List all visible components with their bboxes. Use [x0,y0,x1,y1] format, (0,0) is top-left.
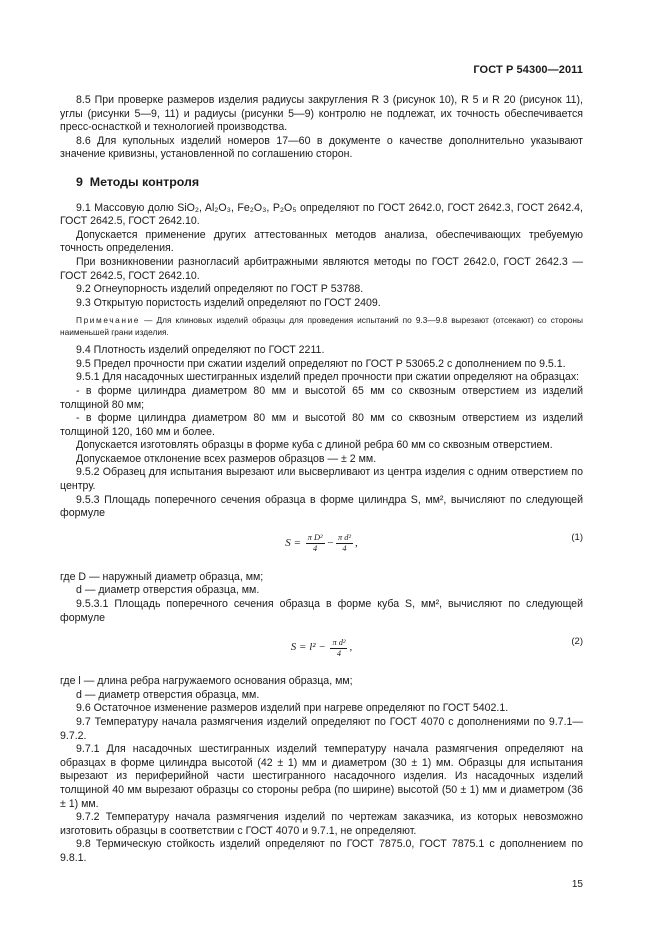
formula-1-num-inner: π d² [337,533,351,543]
paragraph-9-1-alt-methods: Допускается применение других аттестованных методов анализа, обеспечивающих требуемую точность определения. [60,228,583,255]
paragraph-9-2: 9.2 Огнеупорность изделий определяют по ГОСТ Р 53788. [76,283,364,296]
page-body [60,94,583,866]
paragraph-9-7-2: 9.7.2 Температуру начала размягчения изделий по чертежам заказчика, из которых невозможно изготовить образцы в соответствии с ГОСТ 4070 и 9.7.1, не определяют. [60,811,583,837]
formula-1-fraction-outer [306,533,325,554]
formula-1-fraction-inner [336,533,353,554]
paragraph-8-6: 8.6 Для купольных изделий номеров 17—60 в документе о качестве дополнительно указывают значение кривизны, установленной по соглашению сторон. [60,134,583,161]
paragraph-9-5-2: 9.5.2 Образец для испытания вырезают или высверливают из центра изделия с одним отверстием по центру. [60,466,583,493]
section-title: Методы контроля [89,174,200,189]
formula-2-tail: , [349,641,353,654]
note-text: — Для клиновых изделий образцы для проведения испытаний по 9.3—9.8 вырезают (отсекают) со стороны наименьшей грани изделия. [60,315,583,337]
list-item-cylinder-80: - в форме цилиндра диаметром 80 мм и высотой 80 мм со сквозным отверстием из изделий толщиной 120, 160 мм и более. [60,412,583,438]
paragraph-9-8: 9.8 Термическую стойкость изделий определяют по ГОСТ 7875.0, ГОСТ 7875.1 с дополнением по 9.8.1. [60,838,583,864]
paragraph-9-5-1: 9.5.1 Для насадочных шестигранных изделий предел прочности при сжатии определяют на образцах: [76,371,580,384]
paragraph-9-4: 9.4 Плотность изделий определяют по ГОСТ 2211. [76,344,325,357]
note-label: Примечание [76,315,141,326]
where-2-edge-length: где l — длина ребра нагружаемого основания образца, мм; [60,675,353,688]
paragraph-9-7-1: 9.7.1 Для насадочных шестигранных изделий температуру начала размягчения определяют на образцах в форме цилиндра высотой (42 ± 1) мм и диаметром (30 ± 1) мм. Образцы для испытания вырезают из периферийной части шестигранного насадочного изделия. Из насадочных изделий толщиной 40 мм вырезают образцы со стороны ребра (по ширине) высотой (50 ± 1) мм и диаметром (36 ± 1) мм. [60,743,583,810]
formula-1-lhs: S = [285,537,301,550]
formula-2-lhs: S = l² − [290,641,326,654]
paragraph-9-1-arbitration: При возникновении разногласий арбитражными являются методы по ГОСТ 2642.0, ГОСТ 2642.3 — ГОСТ 2642.5, ГОСТ 2642.10. [60,255,583,282]
paragraph-9-5-3: 9.5.3 Площадь поперечного сечения образца в форме цилиндра S, мм², вычисляют по следующей формуле [60,493,583,520]
page-number: 15 [571,879,583,890]
formula-2-den: 4 [336,648,342,658]
paragraph-tolerance: Допускаемое отклонение всех размеров образцов — ± 2 мм. [76,452,377,465]
formula-1-number: (1) [571,531,583,543]
paragraph-9-7: 9.7 Температуру начала размягчения изделий определяют по ГОСТ 4070 с дополнениями по 9.7.1—9.7.2. [60,716,583,742]
formula-1-den-inner: 4 [342,544,347,554]
paragraph-9-1: 9.1 Массовую долю SiO₂, Al₂O₃, Fe₂O₃, P₂O₅ определяют по ГОСТ 2642.0, ГОСТ 2642.3, ГОСТ 2642.4, ГОСТ 2642.5, ГОСТ 2642.10. [60,201,583,228]
note [60,315,583,338]
formula-1 [60,525,583,567]
paragraph-9-5-3-1: 9.5.3.1 Площадь поперечного сечения образца в форме куба S, мм², вычисляют по следующей формуле [60,598,583,624]
formula-1-den-outer: 4 [313,544,318,554]
formula-2-number: (2) [571,636,583,648]
document-code: ГОСТ Р 54300—2011 [473,64,583,76]
paragraph-8-5: 8.5 При проверке размеров изделия радиусы закругления R 3 (рисунок 10), R 5 и R 20 (рисунок 11), углы (рисунки 5—9, 11) и радиусы (рисунки 5—9) контролю не подлежат, их точность обеспечивается пресс-оснасткой и технологией производства. [60,94,583,134]
paragraph-9-3: 9.3 Открытую пористость изделий определяют по ГОСТ 2409. [76,296,381,309]
formula-1-num-outer: π D² [307,533,323,543]
paragraph-9-5: 9.5 Предел прочности при сжатии изделий определяют по ГОСТ Р 53065.2 с дополнением по 9.5.1. [76,357,566,370]
formula-2 [60,629,583,671]
where-1-hole-diameter: d — диаметр отверстия образца, мм. [76,584,260,597]
list-item-cylinder-65: - в форме цилиндра диаметром 80 мм и высотой 65 мм со сквозным отверстием из изделий толщиной 80 мм; [60,384,583,411]
paragraph-9-6: 9.6 Остаточное изменение размеров изделий при нагреве определяют по ГОСТ 5402.1. [76,702,509,715]
section-heading [76,176,583,190]
paragraph-cube-samples: Допускается изготовлять образцы в форме куба с длиной ребра 60 мм со сквозным отверстием. [76,439,553,452]
formula-1-minus: − [326,537,334,550]
formula-2-fraction [330,638,347,659]
formula-1-tail: , [354,537,358,550]
section-number: 9 [76,174,83,189]
formula-2-num: π d² [332,637,346,647]
where-1-outer-diameter: где D — наружный диаметр образца, мм; [60,570,264,583]
where-2-hole-diameter: d — диаметр отверстия образца, мм. [76,688,260,701]
